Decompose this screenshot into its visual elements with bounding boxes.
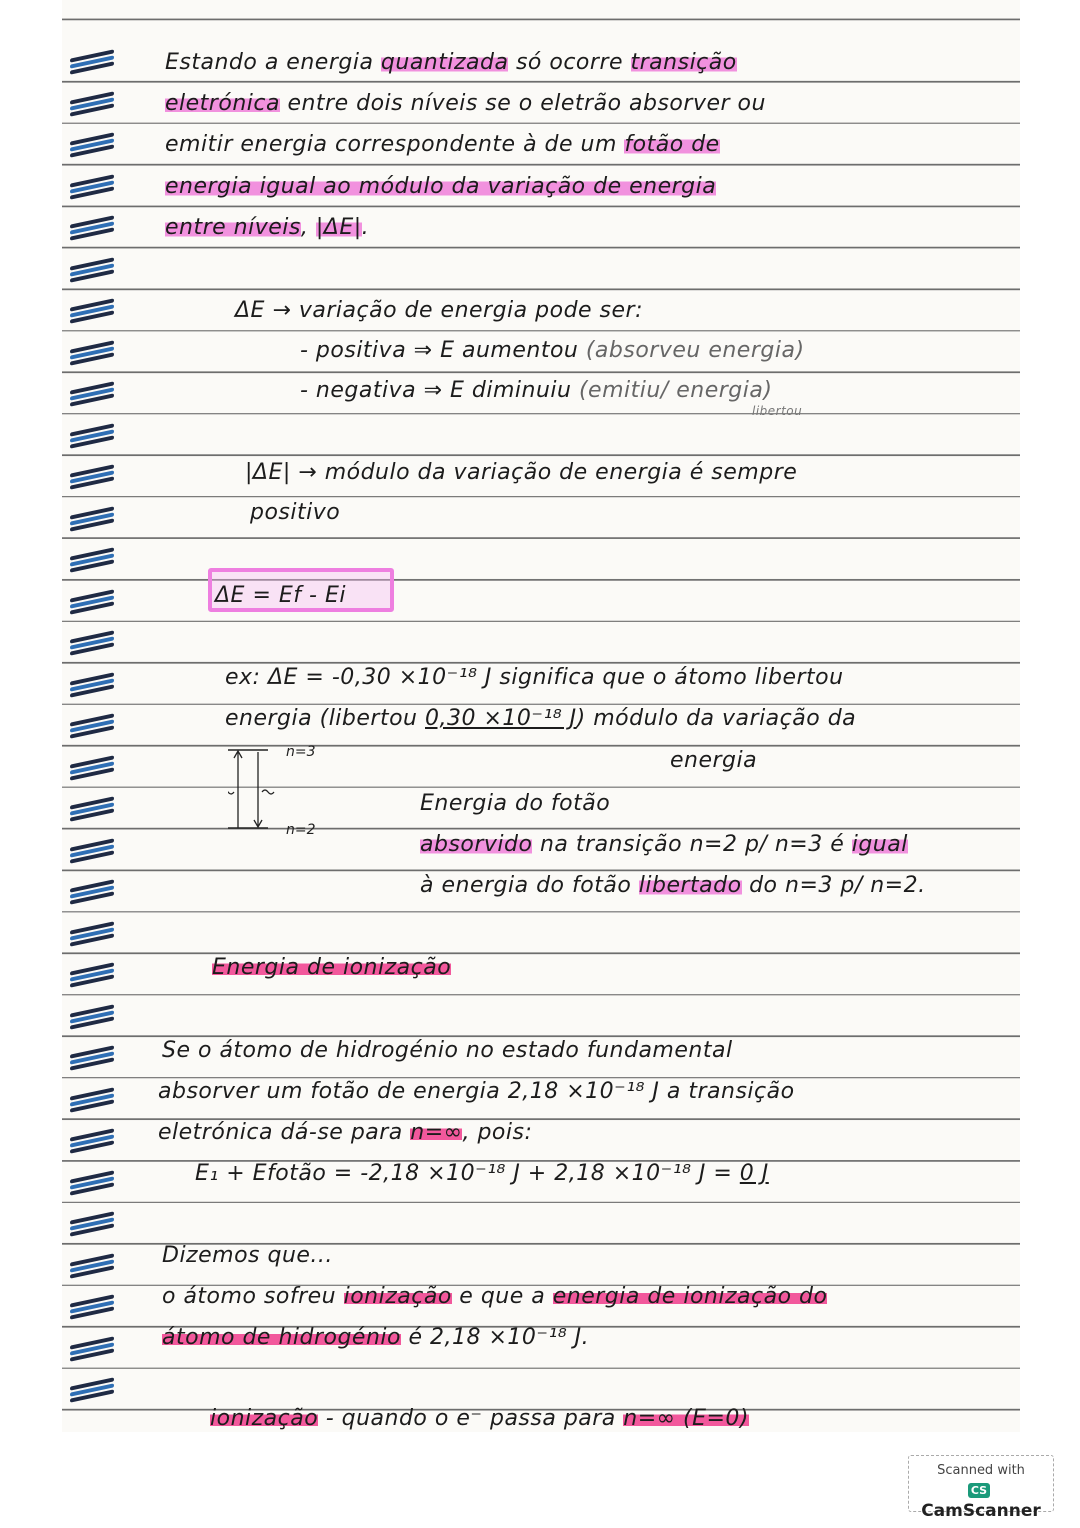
note-text: à energia do fotão: [420, 873, 639, 898]
spiral-coil: [66, 1090, 118, 1112]
note-text: eletrónica dá-se para: [158, 1120, 411, 1145]
watermark-line1: Scanned with: [937, 1463, 1025, 1478]
note-text: Estando a energia: [165, 50, 381, 75]
spiral-coil: [66, 924, 118, 946]
note-text: o átomo sofreu: [162, 1284, 344, 1309]
note-text: E₁ + Efotão = -2,18 ×10⁻¹⁸ J + 2,18 ×10⁻¹⁸ J =: [195, 1161, 740, 1186]
highlighted-text: n=∞ (E=0): [623, 1406, 749, 1431]
note-line: [165, 174, 716, 199]
highlighted-text: quantizada: [380, 50, 509, 75]
spiral-coil: [66, 1256, 118, 1278]
note-text: (emitiu/ energia): [578, 378, 773, 403]
spiral-binding: [66, 0, 122, 1432]
note-line: [245, 460, 797, 485]
note-text: Energia do fotão: [420, 791, 611, 816]
spiral-coil: [66, 94, 118, 116]
highlighted-text: n=∞: [410, 1120, 463, 1145]
note-line: [420, 873, 926, 898]
note-text: emitir energia correspondente à de um: [165, 132, 625, 157]
note-line: [210, 1406, 749, 1431]
note-line: [225, 665, 844, 690]
note-text: 0,30 ×10⁻¹⁸ J: [425, 706, 577, 731]
note-text: 0 J: [739, 1161, 769, 1186]
note-text: (absorveu energia): [585, 338, 805, 363]
note-text: energia: [670, 748, 758, 773]
note-text: energia (libertou: [225, 706, 425, 731]
photon-wave-icon: [228, 790, 234, 794]
annotation-libertou: libertou: [752, 404, 803, 418]
note-line: [162, 1038, 733, 1063]
spiral-coil: [66, 260, 118, 282]
note-line: [420, 791, 610, 816]
spiral-coil: [66, 592, 118, 614]
note-line: [195, 1161, 769, 1186]
spiral-coil: [66, 716, 118, 738]
note-line: [158, 1079, 795, 1104]
spiral-coil: [66, 758, 118, 780]
spiral-coil: [66, 426, 118, 448]
note-text: ex: ΔE = -0,30 ×10⁻¹⁸ J significa que o átomo libertou: [225, 665, 844, 690]
spiral-coil: [66, 467, 118, 489]
note-line: [235, 298, 643, 323]
note-text: e que a: [451, 1284, 553, 1309]
spiral-coil: [66, 1380, 118, 1402]
note-line: [300, 338, 805, 363]
note-text: absorver um fotão de energia 2,18 ×10⁻¹⁸ J a transição: [158, 1079, 795, 1104]
note-line: [162, 1325, 589, 1350]
spiral-coil: [66, 177, 118, 199]
spiral-coil: [66, 1297, 118, 1319]
spiral-coil: [66, 135, 118, 157]
highlighted-text: absorvido: [420, 832, 533, 857]
spiral-coil: [66, 1173, 118, 1195]
note-text: , pois:: [462, 1120, 533, 1145]
note-line: [420, 832, 908, 857]
note-text: Se o átomo de hidrogénio no estado fundamental: [162, 1038, 733, 1063]
highlighted-text: eletrónica: [165, 91, 280, 116]
note-text: é 2,18 ×10⁻¹⁸ J.: [401, 1325, 590, 1350]
level-n2-label: n=2: [286, 822, 316, 836]
note-line: [165, 132, 720, 157]
highlighted-text: transição: [630, 50, 737, 75]
spiral-coil: [66, 1007, 118, 1029]
note-text: .: [361, 215, 370, 240]
note-line: [300, 378, 772, 403]
note-line: [165, 91, 766, 116]
spiral-coil: [66, 799, 118, 821]
note-text: ,: [300, 215, 316, 240]
note-text: entre dois níveis se o eletrão absorver ou: [279, 91, 766, 116]
note-line: [212, 955, 451, 980]
spiral-coil: [66, 509, 118, 531]
camscanner-logo-icon: CS: [968, 1483, 990, 1498]
highlighted-text: fotão de: [624, 132, 720, 157]
highlighted-text: Energia de ionização: [212, 955, 452, 980]
spiral-coil: [66, 882, 118, 904]
note-line: [162, 1284, 827, 1309]
highlighted-text: entre níveis: [165, 215, 301, 240]
highlighted-text: ionização: [210, 1406, 319, 1431]
note-line: [250, 500, 340, 525]
spiral-coil: [66, 1131, 118, 1153]
note-text: só ocorre: [508, 50, 631, 75]
note-text: positivo: [250, 500, 341, 525]
spiral-coil: [66, 52, 118, 74]
note-text: ΔE = Ef - Ei: [215, 583, 346, 608]
note-text: Dizemos que...: [162, 1243, 333, 1268]
spiral-coil: [66, 1214, 118, 1236]
note-text: - negativa ⇒ E diminuiu: [300, 378, 579, 403]
spiral-coil: [66, 633, 118, 655]
spiral-coil: [66, 550, 118, 572]
note-line: [165, 50, 737, 75]
note-line: [670, 748, 757, 773]
highlighted-text: ionização: [343, 1284, 452, 1309]
spiral-coil: [66, 218, 118, 240]
note-text: - positiva ⇒ E aumentou: [300, 338, 586, 363]
note-text: na transição n=2 p/ n=3 é: [532, 832, 852, 857]
note-text: |ΔE| → módulo da variação de energia é sempre: [245, 460, 798, 485]
spiral-coil: [66, 301, 118, 323]
spiral-coil: [66, 384, 118, 406]
note-text: ΔE → variação de energia pode ser:: [235, 298, 644, 323]
note-text: - quando o e⁻ passa para: [318, 1406, 624, 1431]
spiral-coil: [66, 1048, 118, 1070]
highlighted-text: energia de ionização do: [552, 1284, 828, 1309]
note-text: do n=3 p/ n=2.: [741, 873, 926, 898]
energy-level-diagram: [228, 744, 378, 836]
note-line: [215, 583, 346, 608]
spiral-coil: [66, 675, 118, 697]
watermark-line2: CamScanner: [921, 1501, 1041, 1521]
highlighted-text: átomo de hidrogénio: [162, 1325, 401, 1350]
spiral-coil: [66, 343, 118, 365]
highlighted-text: igual: [851, 832, 908, 857]
note-line: [158, 1120, 532, 1145]
highlighted-text: libertado: [638, 873, 742, 898]
highlighted-text: energia igual ao módulo da variação de energia: [165, 174, 717, 199]
camscanner-watermark: [908, 1455, 1054, 1521]
level-n3-label: n=3: [286, 744, 316, 760]
spiral-coil: [66, 965, 118, 987]
note-line: [225, 706, 856, 731]
spiral-coil: [66, 841, 118, 863]
note-text: ) módulo da variação da: [576, 706, 857, 731]
note-line: [165, 215, 369, 240]
note-line: [162, 1243, 333, 1268]
photon-wave-icon: [262, 790, 274, 794]
spiral-coil: [66, 1339, 118, 1361]
highlighted-text: |ΔE|: [315, 215, 362, 240]
